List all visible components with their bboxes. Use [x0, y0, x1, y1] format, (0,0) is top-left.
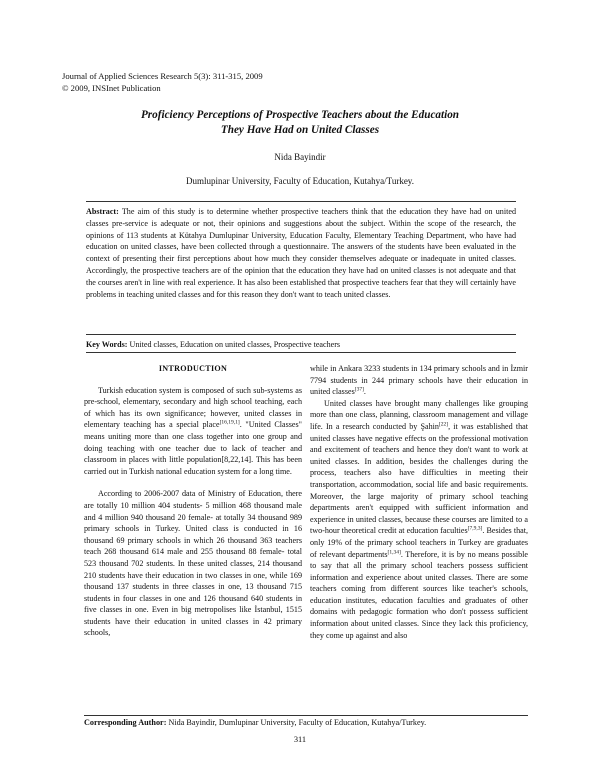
author-name: Nida Bayindir: [274, 152, 326, 162]
citation-ref: [1,34]: [387, 548, 401, 555]
right-column: [310, 363, 528, 641]
citation-ref: [22]: [438, 421, 449, 428]
keywords-text: United classes, Education on united classes, Prospective teachers: [129, 340, 341, 349]
keywords-top-rule: [86, 334, 516, 335]
citation-ref: [37]: [354, 386, 364, 393]
intro-paragraph-2-continued: while in Ankara 3233 students in 134 primary schools and in İzmir 7794 students in 244 primary schools have their education in united classes[37].: [310, 364, 528, 397]
intro-paragraph-3: United classes have brought many challenges like grouping more than one class, planning, classroom management and village life. In a research conducted by Şahin[22], it was established that united classes have negative effects on the professional motivation and excitement of teachers and hence they don't want to work at united classes. In addition, besides the challenges during the process, teachers also have difficulties in meeting their transportation, accommodation, social life and basic requirements. Moreover, the large majority of primary school teaching departments aren't equipped with sufficient information and experience in united classes, because these courses are limited to a two-hour theoretical credit at education faculties[7,9,3]. Besides that, only 19% of the primary school teachers in Turkey are graduates of relevant departments[1,34]. Therefore, it is by no means possible to say that all the primary school teachers possess sufficient information and experience about united classes. There are some teachers coming from different sources like teacher's schools, education institutes, education faculties and graduates of other domains with pedagogic formation who don't possess sufficient information about united classes. Since they lack this proficiency, they come up against and also: [310, 398, 528, 640]
keywords-bottom-rule: [86, 352, 516, 353]
abstract-top-rule: [86, 201, 516, 202]
keywords: [86, 339, 516, 350]
intro-paragraph-1: Turkish education system is composed of such sub-systems as pre-school, elementary, secondary and high school teaching, each of which has its own significance; however, united classes in elementary teaching has a special place[16,19,1]. "United Classes" means uniting more than one class together into one group and doing teaching with one teacher due to lack of teacher and classroom in places with little population[8,22,14]. This has been carried out in Turkish national education system for a long time.: [84, 385, 302, 476]
page-number: 311: [293, 735, 307, 744]
paper-title: [62, 108, 538, 138]
journal-header: [62, 70, 263, 94]
citation-ref: [16,19,1]: [219, 419, 240, 426]
section-heading-introduction: INTRODUCTION: [158, 364, 228, 373]
abstract-label: Abstract:: [86, 207, 119, 216]
abstract: [86, 206, 516, 300]
corresponding-author-label: Corresponding Author:: [84, 718, 167, 727]
abstract-text: The aim of this study is to determine whether prospective teachers think that the education they have had on united classes pre-service is adequate or not, their opinions and suggestions about the subject. Within the scope of the research, the opinions of 113 students at Kütahya Dumlupinar University, Education Faculty, Elementary Teaching Department, who have had education on united classes, have been collected through a questionnaire. The answers of the students have been evaluated in the context of presenting their first perceptions about how much they consider themselves adequate or inadequate in united classes. Accordingly, the prospective teachers are of the opinion that the education they have had on united classes is not adequate and that the courses aren't in line with real experience. It has also been established that prospective teachers fear that they will certainly have problems in teaching united classes and for this reason they don't want to teach united classes.: [86, 207, 516, 299]
author-affiliation: Dumlupinar University, Faculty of Education, Kutahya/Turkey.: [186, 176, 414, 186]
keywords-label: Key Words:: [86, 340, 128, 349]
title-line-1: Proficiency Perceptions of Prospective Teachers about the Education: [140, 109, 460, 121]
copyright-line: © 2009, INSInet Publication: [62, 83, 161, 93]
corresponding-author-text: Nida Bayindir, Dumlupinar University, Faculty of Education, Kutahya/Turkey.: [168, 718, 427, 727]
journal-citation: Journal of Applied Sciences Research 5(3): 311-315, 2009: [62, 71, 263, 81]
citation-ref: [7,9,3]: [467, 525, 483, 532]
left-column: [84, 363, 302, 639]
corresponding-author: [84, 718, 426, 727]
intro-paragraph-2: According to 2006-2007 data of Ministry of Education, there are totally 10 million 404 students- 5 million 468 thousand male and 4 million 940 thousand 20 female- at totally 34 thousand 989 primary schools in Turkey. United class is conducted in 16 thousand 69 primary schools in which 26 thousand 363 teachers teach 268 thousand 614 male and 255 thousand 88 female- total 523 thousand 702 students. In these united classes, 214 thousand 210 students have their education in two classes in one, while 169 thousand 137 students in three classes in one, 13 thousand 715 students in four classes in one and 126 thousand 640 students in five classes in one. Even in big metropolises like İstanbul, 1515 students have their education in united classes in 42 primary schools,: [84, 489, 302, 638]
title-line-2: They Have Had on United Classes: [220, 124, 380, 136]
footer-rule: [84, 715, 528, 716]
